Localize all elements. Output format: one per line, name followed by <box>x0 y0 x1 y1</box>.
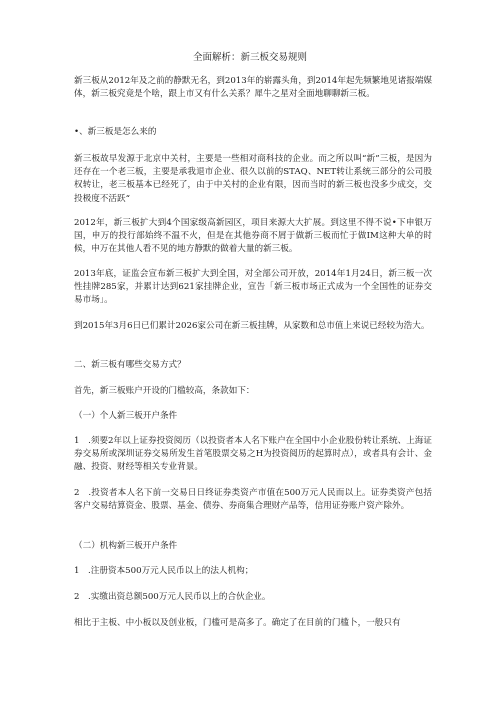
paragraph-comparison: 相比于主板、中小板以及创业板，门槛可是高多了。确定了在目前的门槛卜，一般只有 <box>74 618 401 628</box>
list-item-institution-1: 1 .注册资本500万元人民币以上的法人机构； <box>74 566 254 576</box>
subheading-individual: （一）个人新三板开户条件 <box>74 411 178 421</box>
section-heading-1: •、新三板是怎么来的 <box>74 127 157 137</box>
document-title: 全面解析：新三板交易规则 <box>192 52 307 63</box>
paragraph-intro: 新三板从2012年及之前的静默无名，到2013年的崭露头角，到2014年起先频繁地见诸报端媒体，新三板究竟是个啥，跟上市又有什么关系？犀牛之星对全面地聊聊新三板。 <box>74 76 432 100</box>
subheading-institution: （二）机构新三板开户条件 <box>74 541 178 551</box>
paragraph-origin: 新三板故早发源于北京中关村，主要是一些相对商科技的企业。而之所以叫“新”三板，是因为还存在一个老三板，主要是承我退市企业、很久以前的STAQ、NET转让系统三部分的公司股权转让，老三板基本已经死了，由于中关村的企业有限，因而当时的新三板也没多少成交，交投极度不活跃“ <box>74 154 432 204</box>
list-item-institution-2: 2 .实缴出资总额500万元人民币以上的合伙企业。 <box>74 592 271 602</box>
paragraph-2015: 到2015年3月6日已们累计2026家公司在新三板挂牌，从家数和总市值上来说已经较为浩大。 <box>74 321 430 331</box>
paragraph-2012: 2012年，新三板扩大到4个国家级高新园区，项目来源大大扩展。到这里不得不说•下申银万国，申万的投行部始终不温不火，但是在其他券商不屑于做新三板而忙于做IM这种大单的时候，申万在其他人看不见的地方静默的做着大量的新三板。 <box>74 218 432 255</box>
section-heading-2: 二、新三板有哪些交易方式？ <box>74 360 186 370</box>
paragraph-2013: 2013年底，证监会宣布新三板扩大到全国，对全部公司开放，2014年1月24日，新三板一次性挂牌285家，并累计达到621家挂牌企业，宣告「新三板市场正式成为一个全国性的证券交易市场」。 <box>74 269 432 306</box>
list-item-individual-2: 2 .投资者本人名下前一交易日日终证券类资产市值在500万元人民而以上。证券类资产包括客户交易结算资金、股票、基金、债券、券商集合理财产品等，信用证券账户资产除外。 <box>74 488 432 512</box>
paragraph-threshold: 首先，新三板账户开设的门槛较高，条款如下： <box>74 386 255 396</box>
list-item-individual-1: 1 .须要2年以上证券投资阅历（以投资者本人名下账户在全国中小企业股份转让系统、上海证券交易所或深圳证券交易所发生首笔股票交易之H为投资阅历的起算时点），或者具有会计、金融、投资、财经等相关专业背景。 <box>74 436 432 473</box>
